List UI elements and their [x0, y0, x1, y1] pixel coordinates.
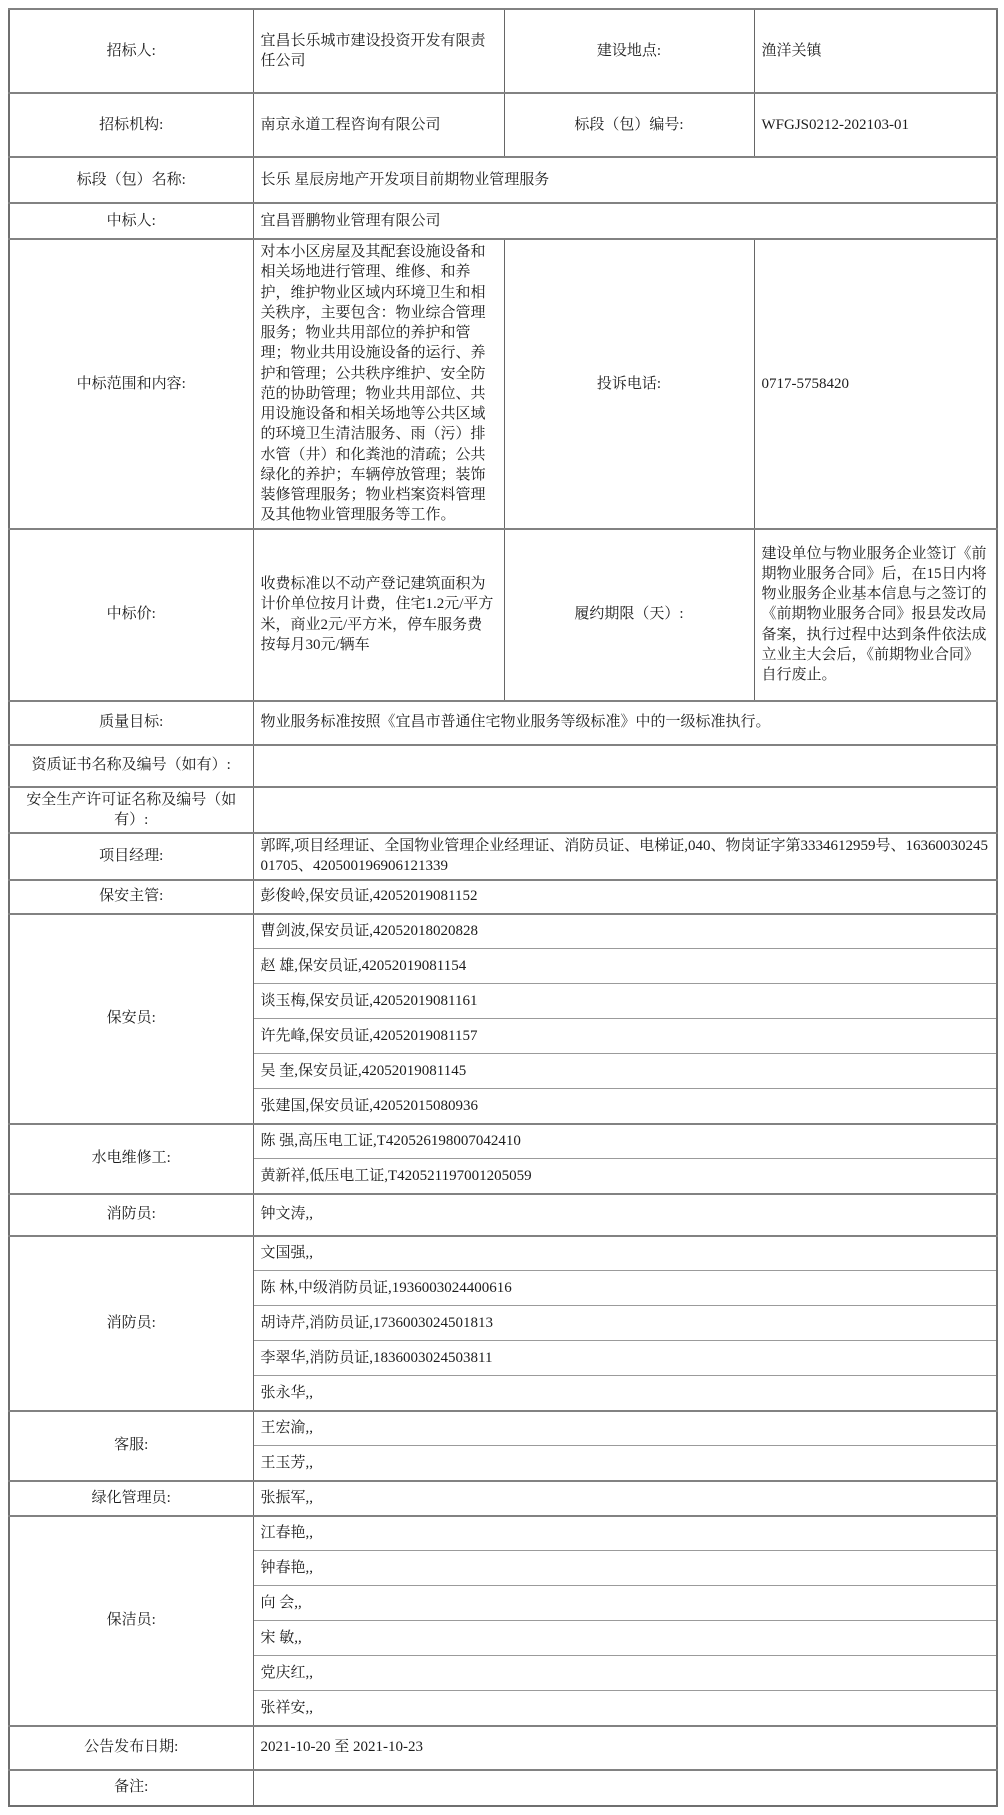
label-greening: 绿化管理员:	[9, 1481, 253, 1516]
row-greening	[9, 1481, 997, 1516]
label-remark: 备注:	[9, 1770, 253, 1806]
value-firefighter: 陈 林,中级消防员证,1936003024400616	[253, 1271, 997, 1306]
value-firefighter: 李翠华,消防员证,1836003024503811	[253, 1341, 997, 1376]
row-winner	[9, 203, 997, 239]
row-agency	[9, 93, 997, 157]
value-agency: 南京永道工程咨询有限公司	[253, 93, 504, 157]
value-remark	[253, 1770, 997, 1806]
row-bidder	[9, 9, 997, 93]
value-section-number: WFGJS0212-202103-01	[754, 93, 997, 157]
row-section-name	[9, 157, 997, 203]
label-performance-period: 履约期限（天）:	[504, 529, 754, 701]
label-construction-site: 建设地点:	[504, 9, 754, 93]
value-electrician: 黄新祥,低压电工证,T420521197001205059	[253, 1159, 997, 1194]
value-project-manager: 郭晖,项目经理证、全国物业管理企业经理证、消防员证、电梯证,040、物岗证字第3334612959号、1636003024501705、420500196906121339	[253, 833, 997, 880]
label-firefighter-single: 消防员:	[9, 1194, 253, 1236]
label-firefighters: 消防员:	[9, 1236, 253, 1411]
value-firefighter-single: 钟文涛,,	[253, 1194, 997, 1236]
row-cleaner	[9, 1516, 997, 1551]
label-complaint-phone: 投诉电话:	[504, 239, 754, 529]
value-cleaner: 宋 敏,,	[253, 1621, 997, 1656]
label-security-chief: 保安主管:	[9, 880, 253, 914]
label-scope: 中标范围和内容:	[9, 239, 253, 529]
label-project-manager: 项目经理:	[9, 833, 253, 880]
row-safety-license	[9, 787, 997, 834]
row-security-chief	[9, 880, 997, 914]
row-firefighter-single	[9, 1194, 997, 1236]
label-publish-date: 公告发布日期:	[9, 1726, 253, 1770]
row-quality	[9, 701, 997, 745]
label-qualification: 资质证书名称及编号（如有）:	[9, 745, 253, 787]
value-scope: 对本小区房屋及其配套设施设备和相关场地进行管理、维修、和养护，维护物业区域内环境卫生和相关秩序，主要包含：物业综合管理服务；物业共用部位的养护和管理；物业共用设施设备的运行、养护和管理；公共秩序维护、安全防范的协助管理；物业共用部位、共用设施设备和相关场地等公共区域的环境卫生清洁服务、雨（污）排水管（井）和化粪池的清疏；公共绿化的养护；车辆停放管理；装饰装修管理服务；物业档案资料管理及其他物业管理服务等工作。	[253, 239, 504, 529]
label-electricians: 水电维修工:	[9, 1124, 253, 1194]
value-safety-license	[253, 787, 997, 834]
value-security-guard: 张建国,保安员证,42052015080936	[253, 1089, 997, 1124]
label-bidder: 招标人:	[9, 9, 253, 93]
value-security-guard: 曹剑波,保安员证,42052018020828	[253, 914, 997, 949]
value-security-guard: 赵 雄,保安员证,42052019081154	[253, 949, 997, 984]
label-quality: 质量目标:	[9, 701, 253, 745]
value-construction-site: 渔洋关镇	[754, 9, 997, 93]
label-customer-service: 客服:	[9, 1411, 253, 1481]
label-section-number: 标段（包）编号:	[504, 93, 754, 157]
value-cleaner: 江春艳,,	[253, 1516, 997, 1551]
value-quality: 物业服务标准按照《宜昌市普通住宅物业服务等级标准》中的一级标准执行。	[253, 701, 997, 745]
value-firefighter: 胡诗芹,消防员证,1736003024501813	[253, 1306, 997, 1341]
value-security-guard: 谈玉梅,保安员证,42052019081161	[253, 984, 997, 1019]
value-customer-service: 王玉芳,,	[253, 1446, 997, 1481]
label-safety-license: 安全生产许可证名称及编号（如有）:	[9, 787, 253, 834]
value-qualification	[253, 745, 997, 787]
value-firefighter: 文国强,,	[253, 1236, 997, 1271]
value-electrician: 陈 强,高压电工证,T420526198007042410	[253, 1124, 997, 1159]
value-security-chief: 彭俊岭,保安员证,42052019081152	[253, 880, 997, 914]
row-firefighter	[9, 1236, 997, 1271]
value-section-name: 长乐 星辰房地产开发项目前期物业管理服务	[253, 157, 997, 203]
value-winner: 宜昌晋鹏物业管理有限公司	[253, 203, 997, 239]
value-cleaner: 钟春艳,,	[253, 1551, 997, 1586]
value-complaint-phone: 0717-5758420	[754, 239, 997, 529]
value-cleaner: 张祥安,,	[253, 1691, 997, 1726]
label-agency: 招标机构:	[9, 93, 253, 157]
label-section-name: 标段（包）名称:	[9, 157, 253, 203]
label-cleaners: 保洁员:	[9, 1516, 253, 1726]
value-security-guard: 许先峰,保安员证,42052019081157	[253, 1019, 997, 1054]
row-electrician	[9, 1124, 997, 1159]
value-publish-date: 2021-10-20 至 2021-10-23	[253, 1726, 997, 1770]
row-customer-service	[9, 1411, 997, 1446]
value-firefighter: 张永华,,	[253, 1376, 997, 1411]
value-customer-service: 王宏渝,,	[253, 1411, 997, 1446]
value-security-guard: 吴 奎,保安员证,42052019081145	[253, 1054, 997, 1089]
row-project-manager	[9, 833, 997, 880]
value-price: 收费标准以不动产登记建筑面积为计价单位按月计费，住宅1.2元/平方米，商业2元/平方米，停车服务费按每月30元/辆车	[253, 529, 504, 701]
label-winner: 中标人:	[9, 203, 253, 239]
tender-award-table	[8, 8, 998, 1807]
row-security-guard	[9, 914, 997, 949]
value-bidder: 宜昌长乐城市建设投资开发有限责任公司	[253, 9, 504, 93]
row-qualification	[9, 745, 997, 787]
value-performance-period: 建设单位与物业服务企业签订《前期物业服务合同》后，在15日内将物业服务企业基本信息与之签订的《前期物业服务合同》报县发改局备案，执行过程中达到条件依法成立业主大会后，《前期物业合同》自行废止。	[754, 529, 997, 701]
row-price	[9, 529, 997, 701]
value-cleaner: 党庆红,,	[253, 1656, 997, 1691]
value-greening: 张振军,,	[253, 1481, 997, 1516]
row-scope	[9, 239, 997, 529]
row-remark	[9, 1770, 997, 1806]
value-cleaner: 向 会,,	[253, 1586, 997, 1621]
label-price: 中标价:	[9, 529, 253, 701]
label-security-guards: 保安员:	[9, 914, 253, 1124]
